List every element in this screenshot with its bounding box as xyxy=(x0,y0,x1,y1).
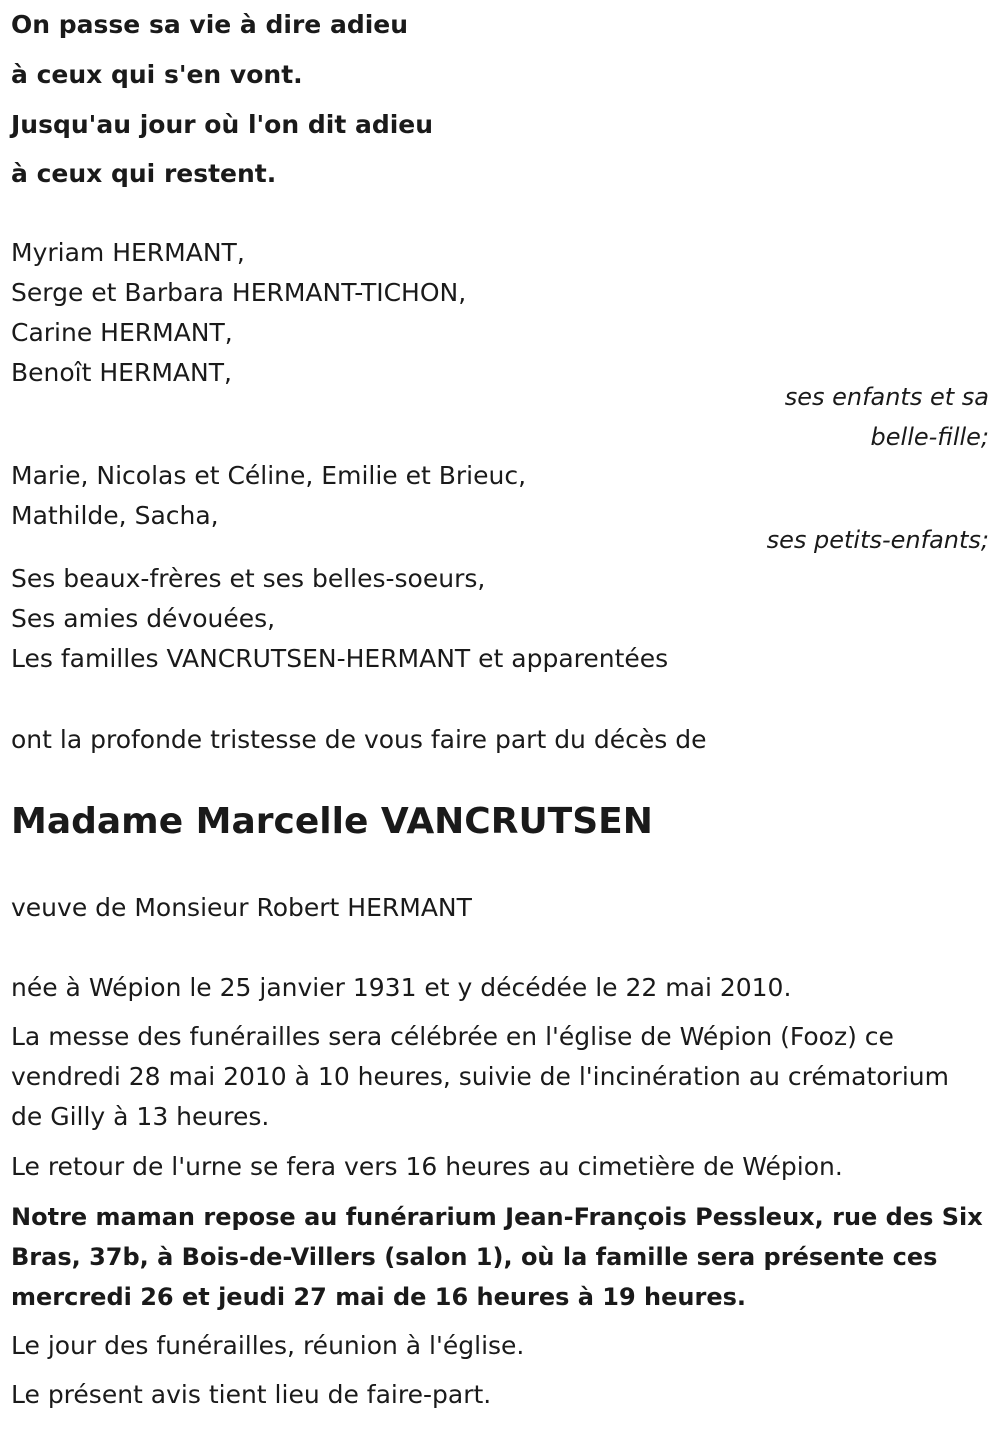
birth-death-dates: née à Wépion le 25 janvier 1931 et y décédée le 22 mai 2010. xyxy=(11,973,792,1002)
grandchildren-line-2: Mathilde, Sacha, xyxy=(11,501,219,530)
others-line-2: Ses amies dévouées, xyxy=(11,604,276,633)
notice-text: Le présent avis tient lieu de faire-part. xyxy=(11,1380,492,1409)
others-line-1: Ses beaux-frères et ses belles-soeurs, xyxy=(11,564,486,593)
poem-line-2: à ceux qui s'en vont. xyxy=(11,60,303,89)
children-relation-line-1: ses enfants et sa xyxy=(784,383,989,411)
child-3: Carine HERMANT, xyxy=(11,318,233,347)
meeting-info: Le jour des funérailles, réunion à l'église. xyxy=(11,1331,525,1360)
funeral-mass-info: La messe des funérailles sera célébrée en l'église de Wépion (Fooz) ce vendredi 28 mai 2010 à 10 heures, suivie de l'incinération au crématorium de Gilly à 13 heures. xyxy=(11,1022,949,1131)
deceased-name: Madame Marcelle VANCRUTSEN xyxy=(11,801,653,842)
grandchildren-line-1: Marie, Nicolas et Céline, Emilie et Brieuc, xyxy=(11,461,527,490)
child-4: Benoît HERMANT, xyxy=(11,358,232,387)
poem-line-1: On passe sa vie à dire adieu xyxy=(11,10,409,39)
announcement-text: ont la profonde tristesse de vous faire part du décès de xyxy=(11,725,707,754)
poem-line-3: Jusqu'au jour où l'on dit adieu xyxy=(11,110,434,139)
child-1: Myriam HERMANT, xyxy=(11,238,245,267)
visitation-info: Notre maman repose au funérarium Jean-François Pessleux, rue des Six Bras, 37b, à Bois-de-Villers (salon 1), où la famille sera présente ces mercredi 26 et jeudi 27 mai de 16 heures à 19 heures. xyxy=(11,1203,983,1311)
widow-of: veuve de Monsieur Robert HERMANT xyxy=(11,893,472,922)
grandchildren-relation: ses petits-enfants; xyxy=(766,526,989,554)
poem-line-4: à ceux qui restent. xyxy=(11,159,277,188)
child-2: Serge et Barbara HERMANT-TICHON, xyxy=(11,278,467,307)
children-relation-line-2: belle-fille; xyxy=(870,423,989,451)
urn-return-info: Le retour de l'urne se fera vers 16 heures au cimetière de Wépion. xyxy=(11,1152,843,1181)
others-line-3: Les familles VANCRUTSEN-HERMANT et apparentées xyxy=(11,644,669,673)
